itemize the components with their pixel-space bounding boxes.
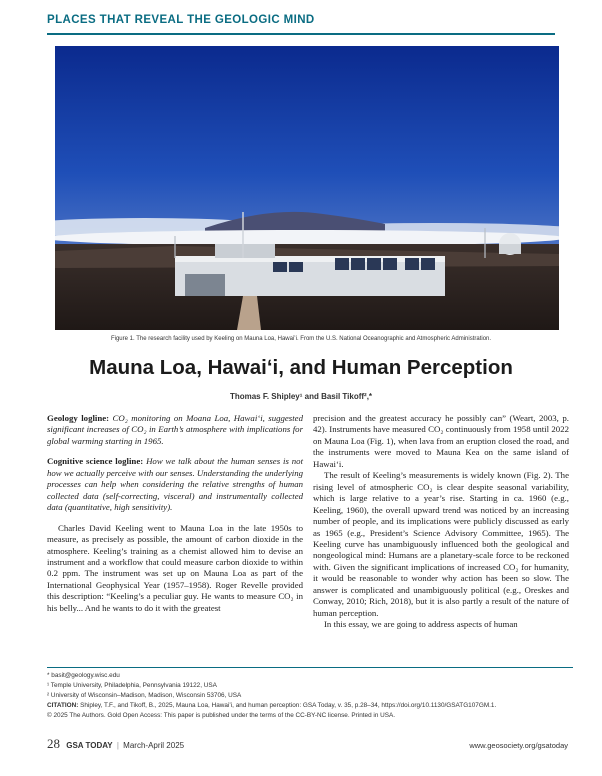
body-paragraph: In this essay, we are going to address aspects of human	[324, 619, 518, 630]
page-footer	[47, 736, 184, 752]
right-column	[313, 413, 569, 631]
footer-separator: |	[116, 741, 119, 750]
citation-text[interactable]: Shipley, T.F., and Tikoff, B., 2025, Mauna Loa, Hawaiʻi, and human perception: GSA Today, v. 35, p.28–34, https://doi.org/10.1130/GSATG107GM.1.	[80, 702, 497, 709]
issue-date: March-April 2025	[123, 741, 185, 750]
citation-label: CITATION:	[47, 702, 79, 709]
journal-url-link[interactable]: www.geosociety.org/gsatoday	[469, 741, 568, 750]
body-paragraph-continued: precision and the greatest accuracy he possibly can” (Weart, 2003, p. 42). Instruments have measured CO₂ continuously from 1958 until 2022 on Mauna Loa (Fig. 1), when lava from an eruption closed the road, and the instruments were moved to Mauna Kea on the same island of Hawaiʻi.	[313, 413, 569, 469]
article-authors: Thomas F. Shipley¹ and Basil Tikoff²,*	[229, 392, 373, 401]
geology-logline-text: CO₂ monitoring on Moana Loa, Hawaiʻi, suggested significant increases of CO₂ in Earth’s atmosphere with implications for global warming starting in 1965.	[47, 413, 303, 446]
affiliation-2: ² University of Wisconsin–Madison, Madison, Wisconsin 53706, USA	[47, 692, 242, 699]
cognitive-logline-label: Cognitive science logline:	[47, 456, 144, 467]
mauna-loa-observatory-image	[55, 46, 559, 330]
license-notice: © 2025 The Authors. Gold Open Access: This paper is published under the terms of the CC-BY-NC license. Printed in USA.	[47, 712, 396, 719]
body-paragraph: The result of Keeling’s measurements is widely known (Fig. 2). The rising level of atmospheric CO₂ is clear despite seasonal variability, which is large relative to a year’s rise. Starting in ca. 1960 (e.g., Keeling, 1960), the overall upward trend was noticed by an increasing number of people, and its implications were publicly discussed as early as 1965 (e.g., President’s Science Advisory Committee, 1965). The Keeling curve has unambiguously influenced both the geological and nongeological mind: Humans are a planetary-scale force to be reckoned with. Given the significant implications of increased CO₂ for humanity, it would be reasonable to wonder why action has been so slow. The answer is complicated and unambiguously political (e.g., Oreskes and Conway, 2010; Rich, 2018), but it is also partly a result of the nature of human perception.	[313, 470, 569, 618]
cognitive-logline	[47, 456, 303, 513]
geology-logline-label: Geology logline:	[47, 413, 110, 423]
body-paragraph: Charles David Keeling went to Mauna Loa in the late 1950s to measure, as precisely as possible, the amount of carbon dioxide in the atmosphere. Keeling’s training as a chemist allowed him to devise an instrument and a workflow that could measure carbon dioxide to within 0.2 ppm. The instrument was set up on Mauna Loa as part of the International Geophysical Year (1957–1958). Roger Revelle provided this description: “Keeling’s a peculiar guy. He wants to measure CO₂ in his belly... And he wants to do it with the greatest	[47, 522, 303, 613]
author-email[interactable]: * basit@geology.wisc.edu	[47, 672, 120, 679]
cognitive-logline-text: How we talk about the human senses is not how we actually perceive with our senses. Understanding the underlying processes can help when considering the relative strengths of human collected data (self-correcting, visceral) and instrumentally collected data (quantitative, high sensitivity).	[47, 456, 304, 513]
figure-1-photo	[55, 46, 559, 330]
left-column	[47, 413, 303, 614]
journal-name: GSA TODAY	[66, 741, 113, 750]
affiliation-1: ¹ Temple University, Philadelphia, Pennsylvania 19122, USA	[47, 682, 217, 689]
footnotes	[47, 671, 573, 721]
citation	[47, 701, 573, 711]
header-divider	[47, 33, 555, 35]
section-label: PLACES THAT REVEAL THE GEOLOGIC MIND	[47, 14, 315, 26]
figure-caption: Figure 1. The research facility used by Keeling on Mauna Loa, Hawaiʻi. From the U.S. National Oceanographic and Atmospheric Administration.	[110, 336, 492, 342]
footnote-divider	[47, 667, 573, 668]
page-number: 28	[47, 736, 60, 751]
geology-logline	[47, 413, 303, 447]
article-title: Mauna Loa, Hawaiʻi, and Human Perception	[89, 356, 513, 379]
